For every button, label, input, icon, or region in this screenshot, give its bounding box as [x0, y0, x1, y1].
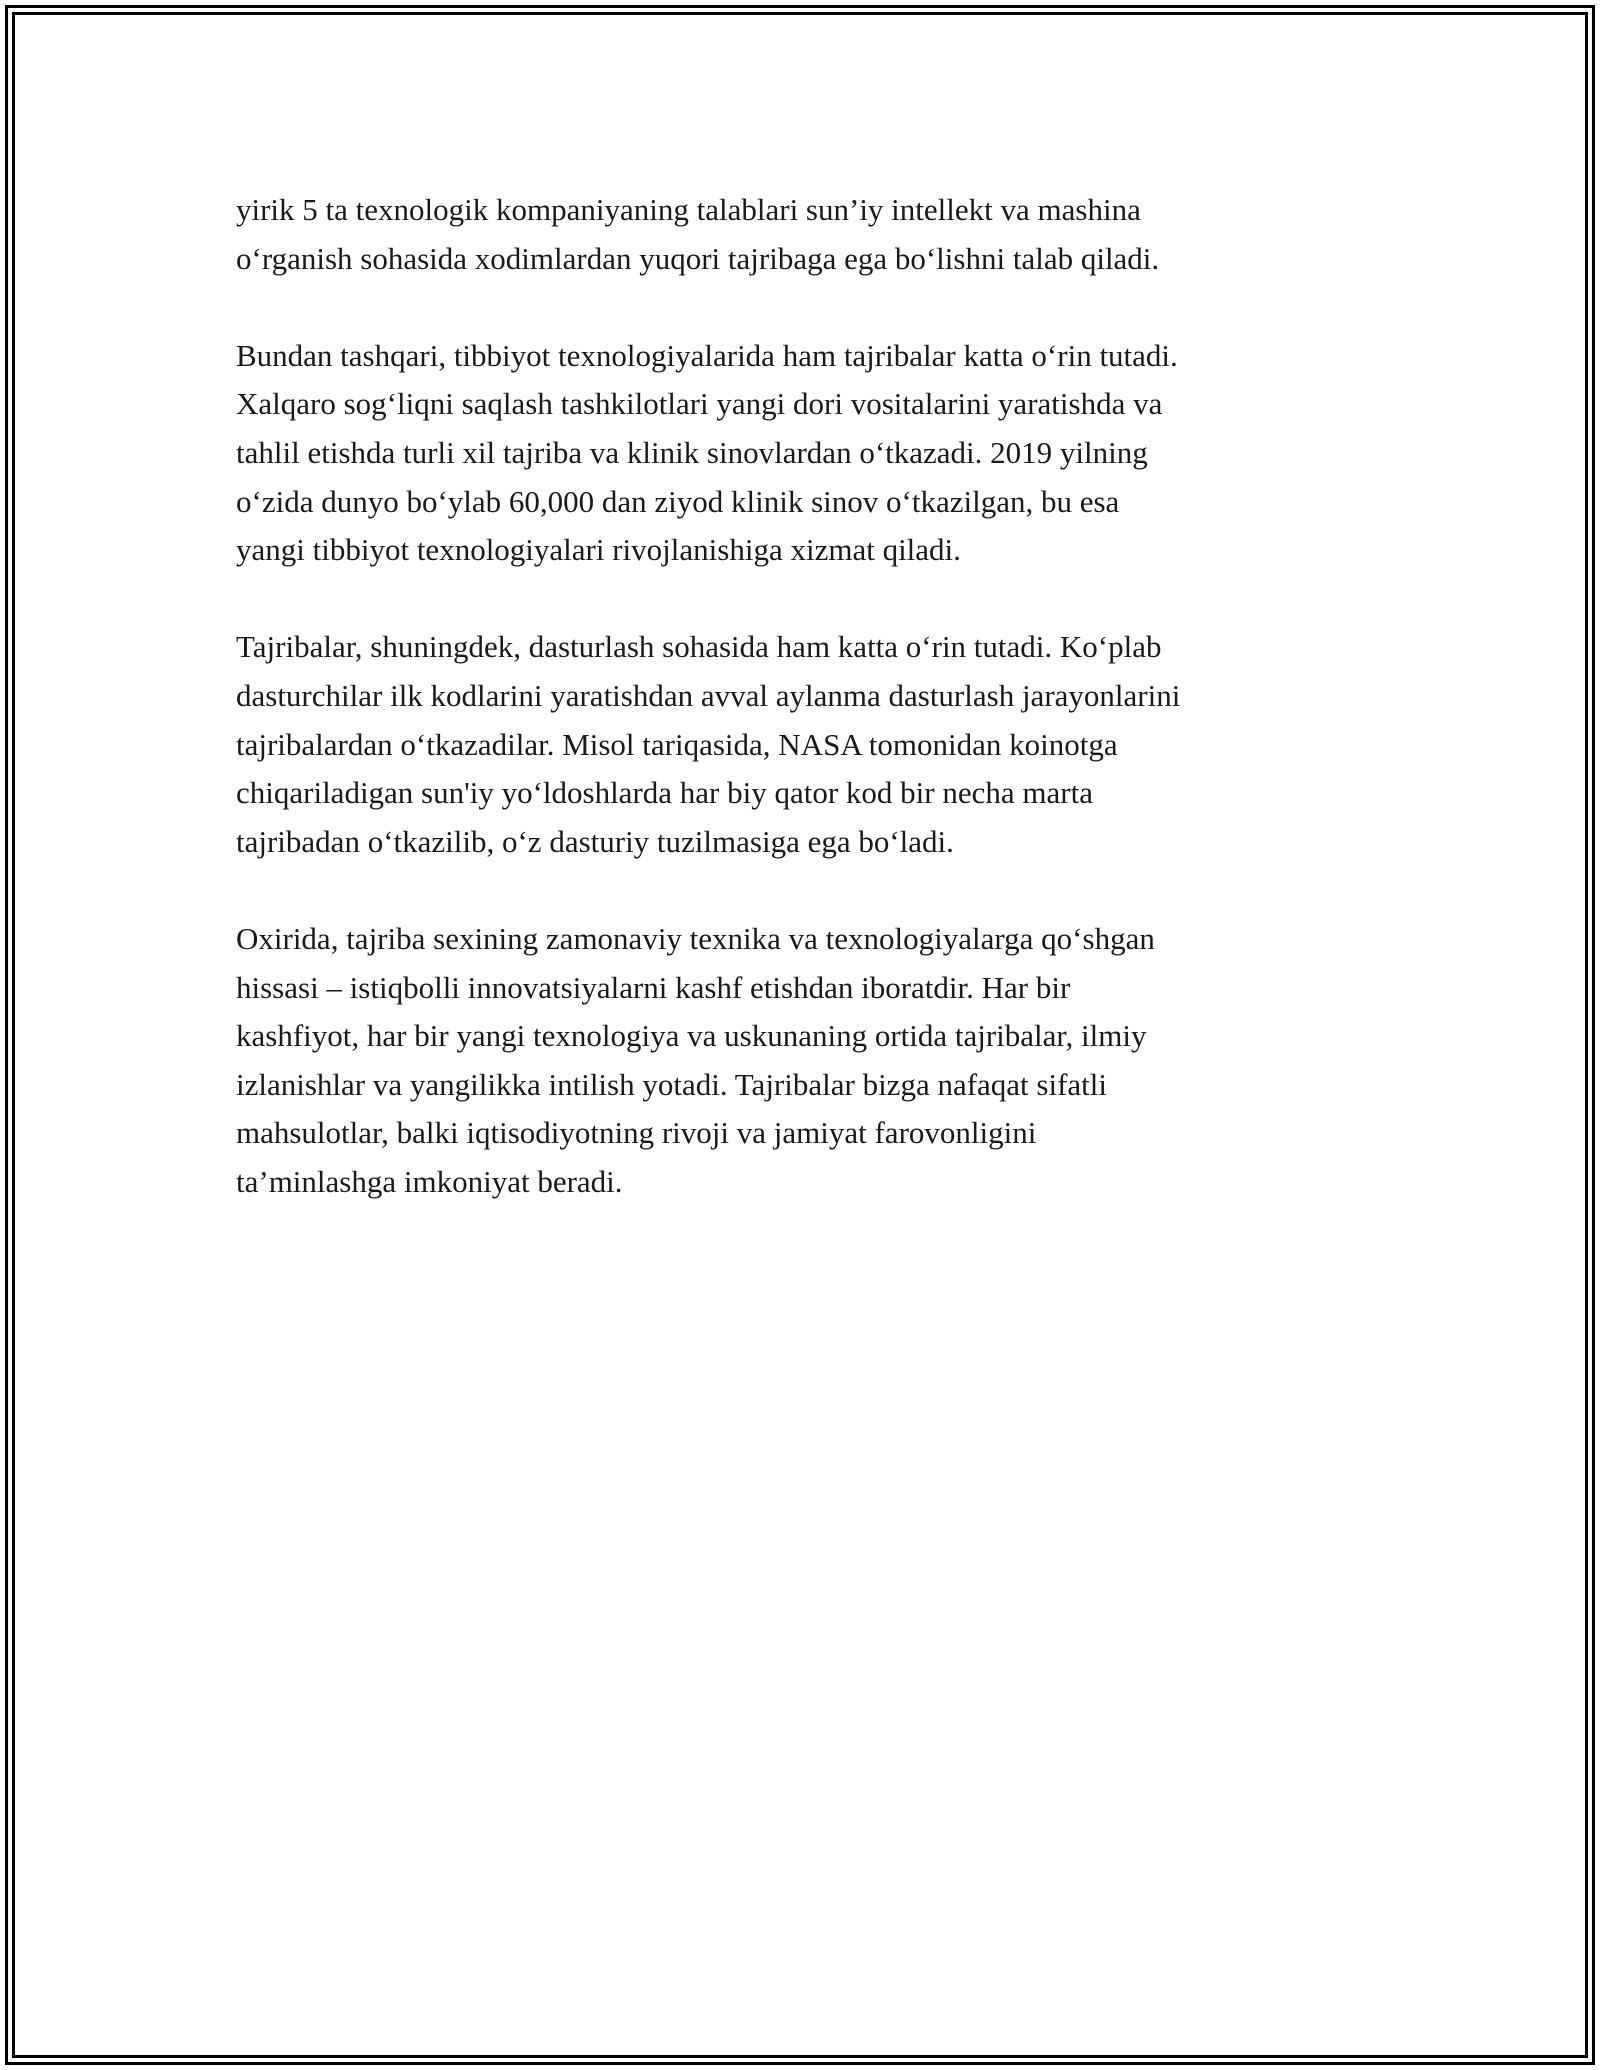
- document-body: [236, 186, 1366, 1255]
- text-line: tajribalardan o‘tkazadilar. Misol tariqasida, NASA tomonidan koinotga: [236, 726, 1118, 762]
- text-line: Oxirida, tajriba sexining zamonaviy texnika va texnologiyalarga qo‘shgan: [236, 920, 1155, 956]
- text-line: mahsulotlar, balki iqtisodiyotning rivoji va jamiyat farovonligini: [236, 1115, 1037, 1151]
- text-line: o‘rganish sohasida xodimlardan yuqori tajribaga ega bo‘lishni talab qiladi.: [236, 240, 1160, 276]
- text-line: chiqariladigan sun'iy yo‘ldoshlarda har biy qator kod bir necha marta: [236, 775, 1093, 811]
- paragraph-programming: [236, 623, 1366, 866]
- paragraph-medical-technology: [236, 332, 1366, 575]
- text-line: Bundan tashqari, tibbiyot texnologiyalarida ham tajribalar katta o‘rin tutadi.: [236, 337, 1178, 373]
- paragraph-conclusion: [236, 915, 1366, 1207]
- text-line: tajribadan o‘tkazilib, o‘z dasturiy tuzilmasiga ega bo‘ladi.: [236, 823, 954, 859]
- text-line: yirik 5 ta texnologik kompaniyaning talablari sun’iy intellekt va mashina: [236, 192, 1141, 227]
- text-line: hissasi – istiqbolli innovatsiyalarni kashf etishdan iboratdir. Har bir: [236, 969, 1071, 1005]
- text-line: o‘zida dunyo bo‘ylab 60,000 dan ziyod klinik sinov o‘tkazilgan, bu esa: [236, 483, 1120, 519]
- text-line: yangi tibbiyot texnologiyalari rivojlanishiga xizmat qiladi.: [236, 532, 961, 568]
- text-line: izlanishlar va yangilikka intilish yotadi. Tajribalar bizga nafaqat sifatli: [236, 1066, 1108, 1102]
- text-line: kashfiyot, har bir yangi texnologiya va uskunaning ortida tajribalar, ilmiy: [236, 1018, 1147, 1054]
- text-line: Tajribalar, shuningdek, dasturlash sohasida ham katta o‘rin tutadi. Ko‘plab: [236, 629, 1162, 665]
- text-line: tahlil etishda turli xil tajriba va klinik sinovlardan o‘tkazadi. 2019 yilning: [236, 434, 1148, 470]
- text-line: ta’minlashga imkoniyat beradi.: [236, 1163, 623, 1199]
- paragraph-ai-requirements: [236, 186, 1366, 283]
- text-line: dasturchilar ilk kodlarini yaratishdan avval aylanma dasturlash jarayonlarini: [236, 677, 1181, 713]
- text-line: Xalqaro sog‘liqni saqlash tashkilotlari yangi dori vositalarini yaratishda va: [236, 386, 1163, 422]
